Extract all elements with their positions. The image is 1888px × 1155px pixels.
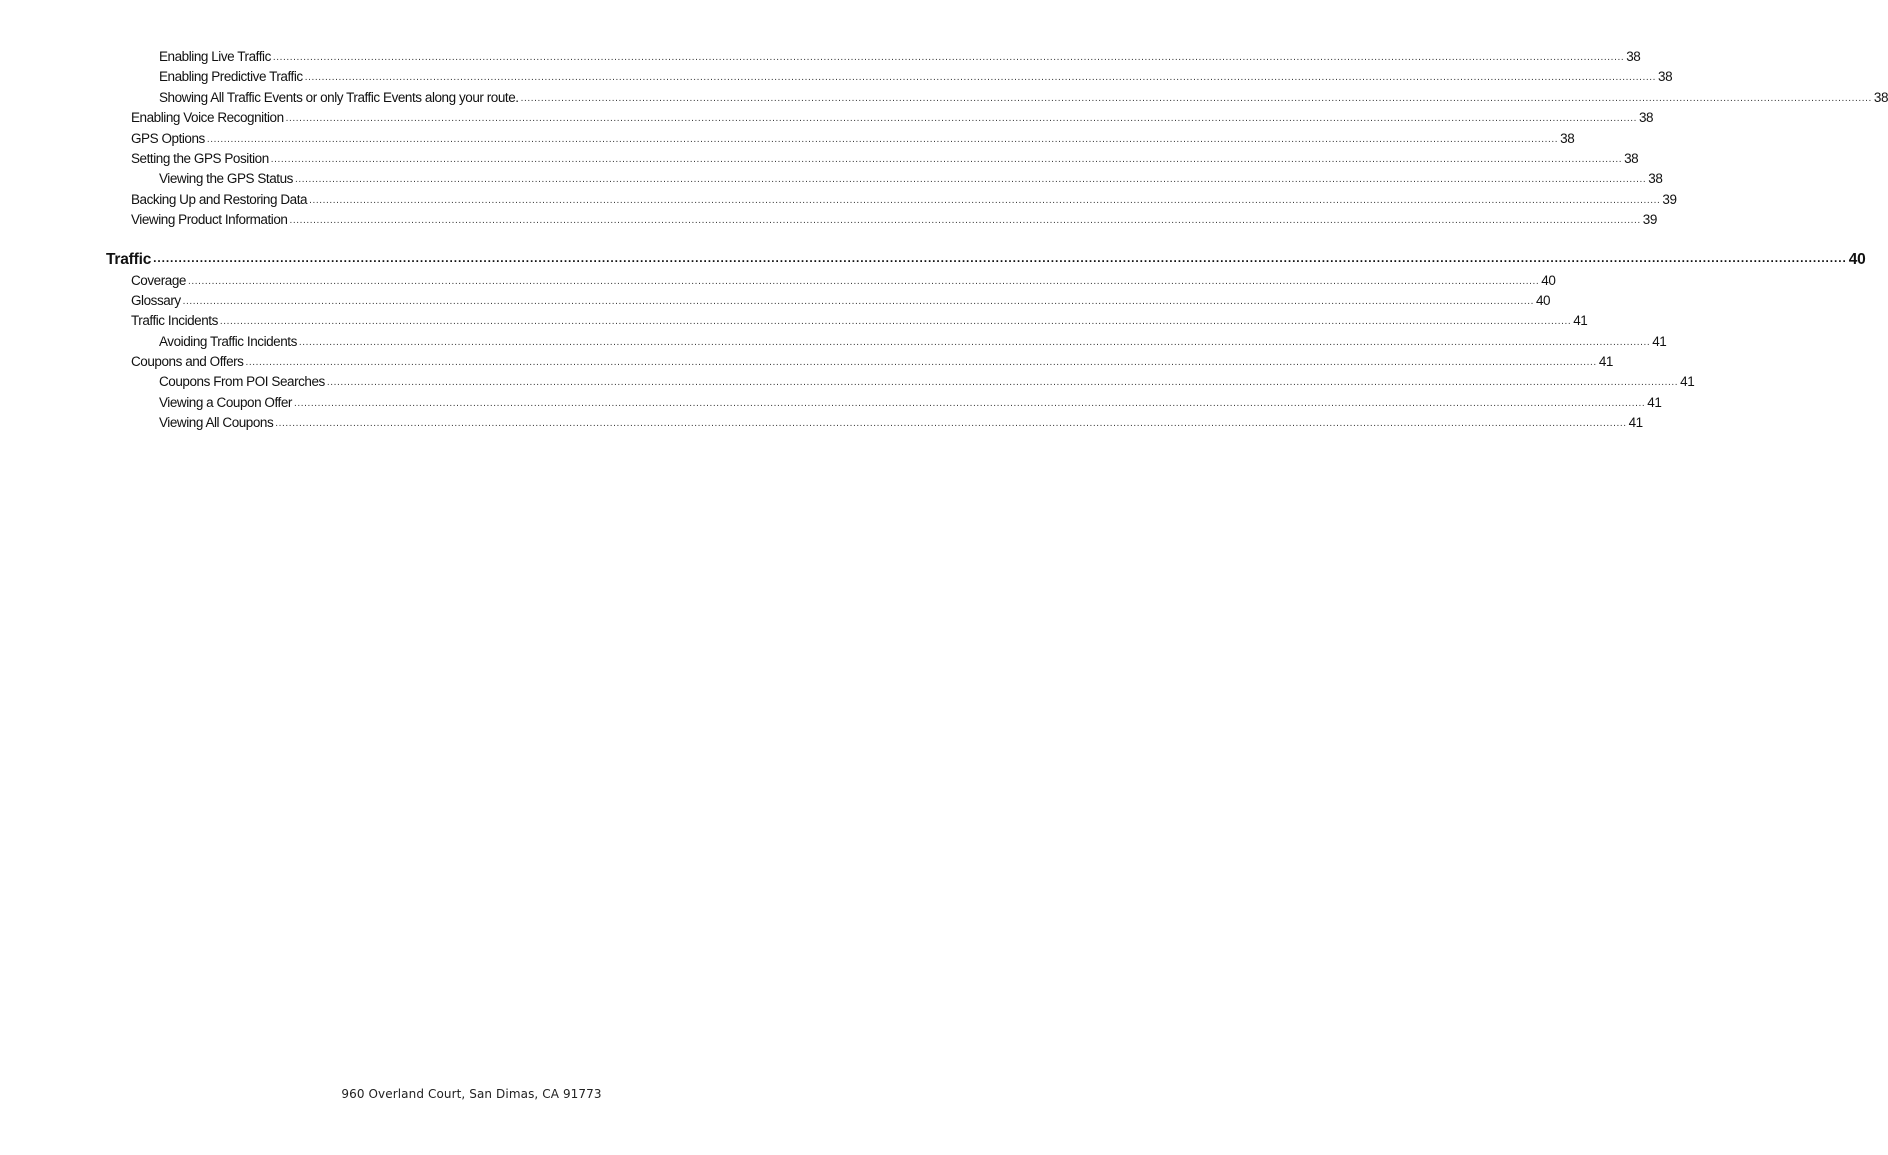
toc-entry-title: Traffic — [106, 250, 152, 268]
toc-entry-page-number: 38 — [1873, 89, 1888, 105]
toc-dot-leader: ................................................................................................................................................................................................................................................................................................................................................................................................................ — [309, 194, 1661, 206]
toc-entry-page-number: 41 — [1598, 354, 1613, 370]
toc-entry[interactable] — [0, 210, 1657, 230]
toc-entry-title: Viewing All Coupons — [159, 415, 274, 431]
toc-entry-title: Viewing a Coupon Offer — [159, 394, 292, 410]
toc-dot-leader: ................................................................................................................................................................................................................................................................................................................................................................................................................ — [289, 215, 1641, 227]
toc-dot-leader: ................................................................................................................................................................................................................................................................................................................................................................................................................ — [275, 418, 1627, 430]
toc-entry-page-number: 38 — [1648, 171, 1663, 187]
toc-dot-leader: ................................................................................................................................................................................................................................................................................................................................................................................................................ — [153, 250, 1847, 265]
toc-entry-page-number: 41 — [1647, 394, 1662, 410]
toc-entry-title: Enabling Live Traffic — [159, 49, 271, 64]
toc-entry-title: Showing All Traffic Events or only Traffic Events along your route. — [159, 89, 519, 105]
toc-entry-title: Backing Up and Restoring Data — [131, 191, 308, 207]
toc-dot-leader: ................................................................................................................................................................................................................................................................................................................................................................................................................ — [520, 92, 1872, 104]
toc-entry-page-number: 39 — [1662, 191, 1677, 207]
toc-entry[interactable] — [0, 169, 1663, 189]
toc-entry[interactable] — [0, 88, 1888, 108]
toc-entry-title: Viewing the GPS Status — [159, 171, 293, 187]
toc-entry-title: Coverage — [131, 272, 186, 288]
toc-entry-page-number: 41 — [1652, 333, 1667, 349]
toc-dot-leader: ................................................................................................................................................................................................................................................................................................................................................................................................................ — [285, 113, 1637, 125]
toc-entry-page-number: 38 — [1624, 150, 1639, 166]
toc-entry[interactable] — [0, 190, 1677, 210]
toc-dot-leader: ................................................................................................................................................................................................................................................................................................................................................................................................................ — [294, 174, 1647, 186]
toc-entry-page-number: 40 — [1536, 292, 1551, 308]
toc-entry-page-number: 38 — [1560, 130, 1575, 146]
toc-dot-leader: ................................................................................................................................................................................................................................................................................................................................................................................................................ — [182, 295, 1534, 307]
toc-dot-leader: ................................................................................................................................................................................................................................................................................................................................................................................................................ — [270, 153, 1623, 165]
toc-entry-page-number: 41 — [1573, 313, 1588, 329]
toc-entry-page-number: 39 — [1642, 212, 1657, 228]
toc-entry-title: Glossary — [131, 292, 181, 308]
toc-entry[interactable] — [0, 149, 1639, 169]
toc-dot-leader: ................................................................................................................................................................................................................................................................................................................................................................................................................ — [272, 52, 1625, 63]
footer-address: 960 Overland Court, San Dimas, CA 91773 — [341, 1087, 602, 1101]
toc-dot-leader: ................................................................................................................................................................................................................................................................................................................................................................................................................ — [206, 133, 1559, 145]
toc-dot-leader: ................................................................................................................................................................................................................................................................................................................................................................................................................ — [245, 357, 1597, 369]
toc-entry-title: Enabling Voice Recognition — [131, 110, 284, 126]
toc-dot-leader: ................................................................................................................................................................................................................................................................................................................................................................................................................ — [304, 72, 1657, 84]
toc-entry[interactable] — [0, 129, 1575, 149]
toc-entry-title: Avoiding Traffic Incidents — [159, 333, 297, 349]
toc-entry[interactable] — [0, 67, 1673, 87]
toc-dot-leader: ................................................................................................................................................................................................................................................................................................................................................................................................................ — [293, 397, 1646, 409]
toc-entry-page-number: 41 — [1628, 415, 1643, 431]
toc-dot-leader: ................................................................................................................................................................................................................................................................................................................................................................................................................ — [219, 316, 1572, 328]
toc-dot-leader: ................................................................................................................................................................................................................................................................................................................................................................................................................ — [298, 336, 1651, 348]
toc-entry-title: Coupons From POI Searches — [159, 374, 325, 390]
toc-entry[interactable] — [0, 332, 1667, 352]
toc-entry-title: Coupons and Offers — [131, 354, 244, 370]
toc-entry[interactable] — [0, 352, 1613, 372]
toc-entry-page-number: 38 — [1639, 110, 1654, 126]
toc-entry[interactable] — [0, 372, 1695, 392]
toc-dot-leader: ................................................................................................................................................................................................................................................................................................................................................................................................................ — [187, 275, 1540, 287]
toc-entry-page-number: 41 — [1680, 374, 1695, 390]
toc-entry[interactable] — [0, 413, 1643, 433]
toc-entry-title: Setting the GPS Position — [131, 150, 269, 166]
toc-entry-title: Enabling Predictive Traffic — [159, 69, 303, 85]
toc-entry-page-number: 40 — [1541, 272, 1556, 288]
toc-entry-page-number: 38 — [1658, 69, 1673, 85]
toc-entry-page-number: 40 — [1848, 250, 1866, 268]
toc-dot-leader: ................................................................................................................................................................................................................................................................................................................................................................................................................ — [326, 377, 1679, 389]
toc-entry[interactable] — [0, 47, 1641, 67]
toc-entry[interactable] — [0, 311, 1588, 331]
toc-entry-page-number: 38 — [1626, 49, 1641, 64]
toc-entry-title: Traffic Incidents — [131, 313, 218, 329]
toc-entry-title: Viewing Product Information — [131, 212, 288, 228]
toc-entry[interactable] — [0, 291, 1551, 311]
toc-chapter-entry[interactable] — [0, 249, 1866, 271]
toc-entry[interactable] — [0, 271, 1556, 291]
toc-entry[interactable] — [0, 393, 1662, 413]
toc-entry-title: GPS Options — [131, 130, 205, 146]
table-of-contents — [0, 47, 1888, 434]
toc-entry[interactable] — [0, 108, 1654, 128]
